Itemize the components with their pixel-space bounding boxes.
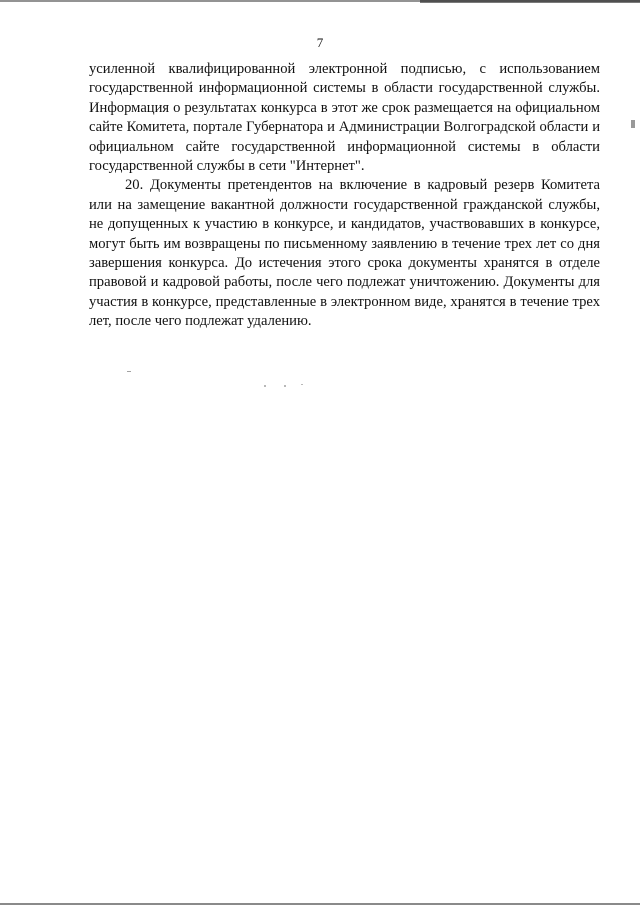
scan-speck <box>301 384 303 385</box>
scan-margin-mark <box>631 120 635 128</box>
page-number: 7 <box>316 35 324 50</box>
paragraph-20: 20. Документы претендентов на включение в кадровый резерв Комитета или на замещение вакантной должности государственной гражданской службы, не допущенных к участию в конкурсе, и кандидатов, участвовавших в конкурсе, могут быть им возвращены по письменному заявлению в течение трех лет со дня завершения конкурса. До истечения этого срока документы хранятся в отделе правовой и кадровой работы, после чего подлежат уничтожению. Документы для участия в конкурсе, представленные в электронном виде, хранятся в течение трех лет, после чего подлежат удалению. <box>89 177 600 330</box>
paragraph-continued: усиленной квалифицированной электронной подписью, с использованием государственной информационной системы в области государственной службы. Информация о результатах конкурса в этот же срок размещается на официальном сайте Комитета, портале Губернатора и Администрации Волгоградской области и официальном сайте государственной информационной системы в области государственной службы в сети "Интернет". <box>89 61 600 175</box>
scan-speck <box>284 385 286 387</box>
scan-edge-top-right <box>420 0 640 3</box>
scan-speck <box>264 385 266 387</box>
scan-speck <box>127 371 131 372</box>
document-body <box>89 60 600 332</box>
